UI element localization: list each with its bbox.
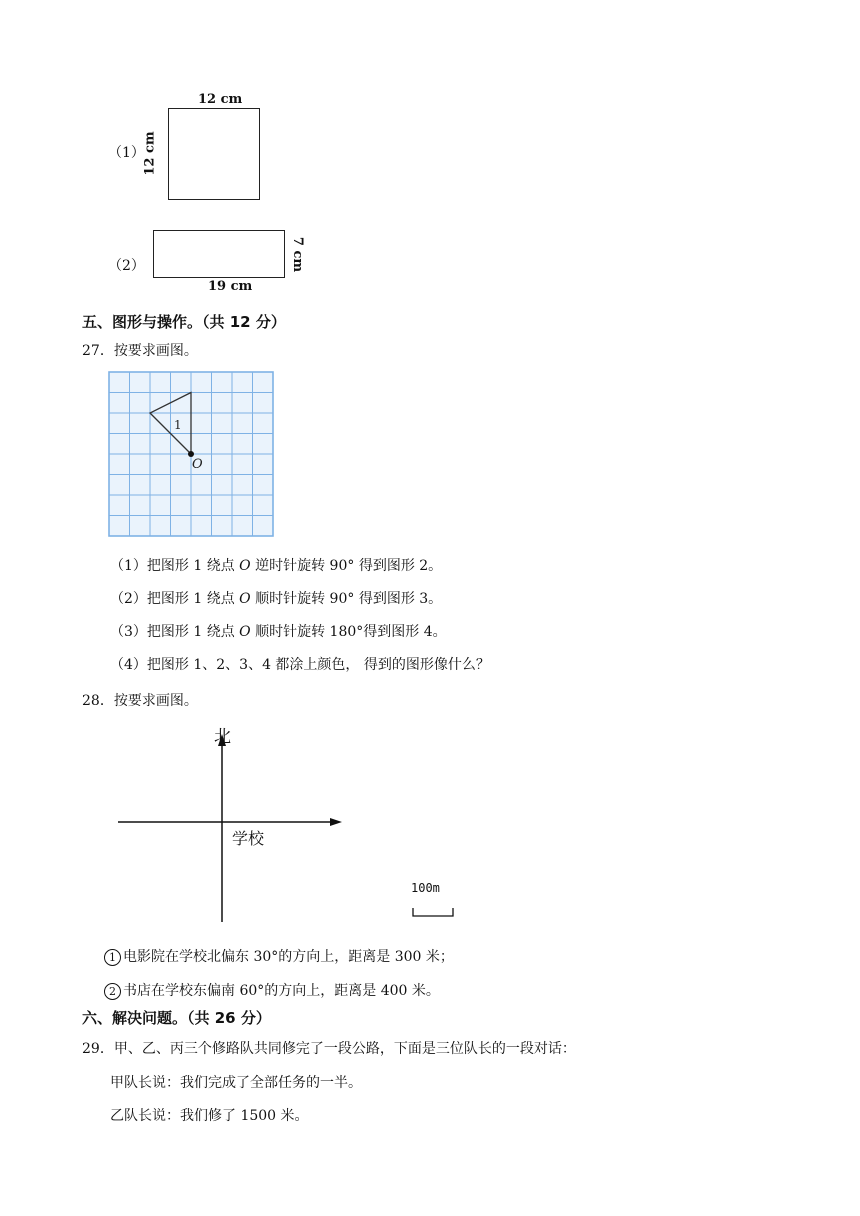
q27-item-3 bbox=[110, 621, 447, 641]
q27-item-1-rest: 逆时针旋转 90° 得到图形 2。 bbox=[250, 558, 443, 574]
q27-item-3-point: O bbox=[239, 624, 251, 640]
question-28-text: 按要求画图。 bbox=[113, 693, 198, 709]
question-28-number: 28． bbox=[82, 693, 114, 709]
scale-bar bbox=[413, 908, 453, 916]
q29-line-1: 甲队长说：我们完成了全部任务的一半。 bbox=[110, 1075, 362, 1091]
figure-1-label: （1） bbox=[108, 145, 145, 161]
rectangle-shape bbox=[153, 230, 285, 278]
q27-item-2-point: O bbox=[239, 591, 251, 607]
q27-item-3-pre: （3）把图形 1 绕点 bbox=[110, 624, 240, 640]
question-29-prompt bbox=[82, 1038, 576, 1058]
q27-item-1 bbox=[110, 555, 442, 575]
q28-item-1 bbox=[104, 946, 454, 966]
q27-item-1-pre: （1）把图形 1 绕点 bbox=[110, 558, 240, 574]
north-label: 北 bbox=[214, 727, 231, 747]
section-6-title: 六、解决问题。（共 26 分） bbox=[82, 1009, 271, 1027]
direction-diagram bbox=[110, 722, 470, 928]
q28-item-2 bbox=[104, 980, 440, 1000]
figure-2-bottom-dimension: 19 cm bbox=[208, 279, 253, 294]
rotation-grid bbox=[108, 371, 274, 537]
q27-item-2-rest: 顺时针旋转 90° 得到图形 3。 bbox=[250, 591, 443, 607]
q27-item-2-pre: （2）把图形 1 绕点 bbox=[110, 591, 240, 607]
q28-item-2-text: 书店在学校东偏南 60°的方向上，距离是 400 米。 bbox=[123, 983, 440, 999]
question-29-text: 甲、乙、丙三个修路队共同修完了一段公路，下面是三位队长的一段对话： bbox=[113, 1041, 576, 1057]
school-label: 学校 bbox=[232, 829, 265, 848]
question-27-prompt bbox=[82, 340, 198, 360]
figure-2-label: （2） bbox=[108, 258, 145, 274]
q27-item-4: （4）把图形 1、2、3、4 都涂上颜色， 得到的图形像什么？ bbox=[110, 657, 490, 673]
question-27-number: 27． bbox=[82, 343, 114, 359]
question-29-number: 29． bbox=[82, 1041, 114, 1057]
question-27-text: 按要求画图。 bbox=[113, 343, 198, 359]
east-arrow-head bbox=[330, 818, 342, 826]
scale-label: 100m bbox=[411, 881, 440, 895]
figure-1-top-dimension: 12 cm bbox=[198, 92, 243, 107]
q27-item-3-rest: 顺时针旋转 180°得到图形 4。 bbox=[250, 624, 447, 640]
q28-item-2-number: 2 bbox=[104, 983, 121, 1000]
figure-2-side-dimension: 7 cm bbox=[290, 236, 306, 273]
point-o-label: O bbox=[192, 457, 203, 472]
q27-item-1-point: O bbox=[239, 558, 251, 574]
triangle-label: 1 bbox=[174, 418, 182, 432]
q28-item-1-number: 1 bbox=[104, 949, 121, 966]
section-5-title: 五、图形与操作。（共 12 分） bbox=[82, 313, 286, 331]
figure-1-side-dimension: 12 cm bbox=[142, 131, 158, 176]
question-28-prompt bbox=[82, 690, 198, 710]
q29-line-2: 乙队长说：我们修了 1500 米。 bbox=[110, 1108, 309, 1124]
q27-item-2 bbox=[110, 588, 442, 608]
square-shape bbox=[168, 108, 260, 200]
q28-item-1-text: 电影院在学校北偏东 30°的方向上，距离是 300 米； bbox=[123, 949, 454, 965]
